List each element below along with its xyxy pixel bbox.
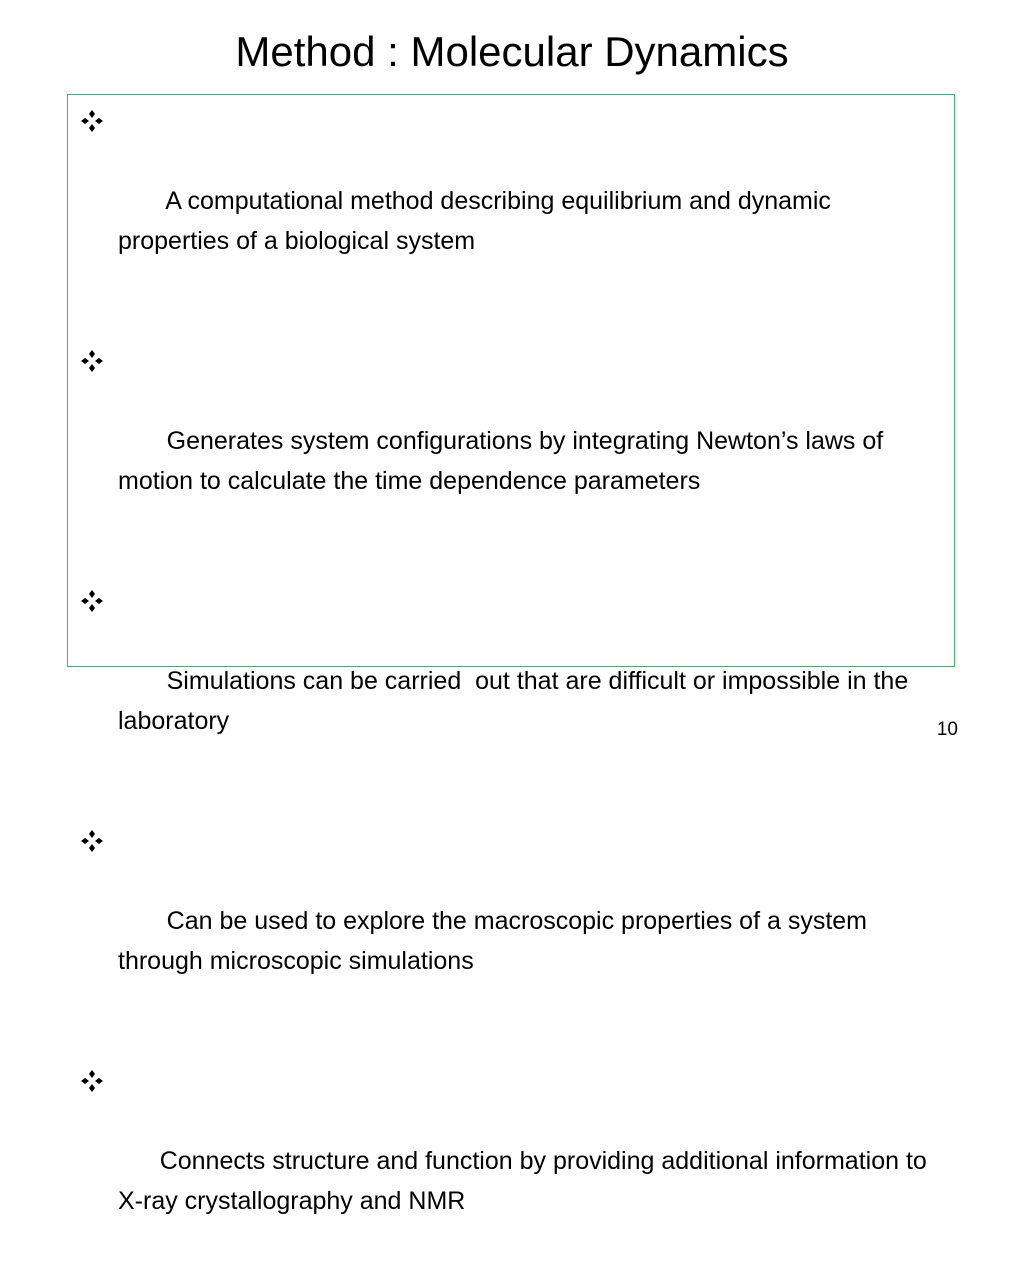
bullet-text: Simulations can be carried out that are difficult or impossible in the laboratory	[118, 667, 916, 735]
page-number: 10	[936, 719, 958, 740]
diamond-bullet-icon	[80, 349, 104, 373]
bullet-text: A computational method describing equilibrium and dynamic properties of a biological system	[118, 187, 838, 255]
bullet-text: Connects structure and function by providing additional information to X-ray crystallography and NMR	[118, 1147, 934, 1215]
diamond-bullet-icon	[80, 1069, 104, 1093]
diamond-bullet-icon	[80, 109, 104, 133]
slide-title: Method : Molecular Dynamics	[235, 28, 789, 75]
bullet-item	[78, 101, 946, 301]
bullet-item	[78, 1061, 946, 1261]
diamond-bullet-icon	[80, 589, 104, 613]
diamond-bullet-icon	[80, 829, 104, 853]
bullet-text: Generates system configurations by integrating Newton’s laws of motion to calculate the time dependence parameters	[118, 427, 891, 495]
bullet-item	[78, 581, 946, 781]
bullet-item	[78, 341, 946, 541]
bullet-text: Can be used to explore the macroscopic properties of a system through microscopic simulations	[118, 907, 874, 975]
bullet-list	[78, 101, 946, 1261]
bullet-item	[78, 821, 946, 1021]
